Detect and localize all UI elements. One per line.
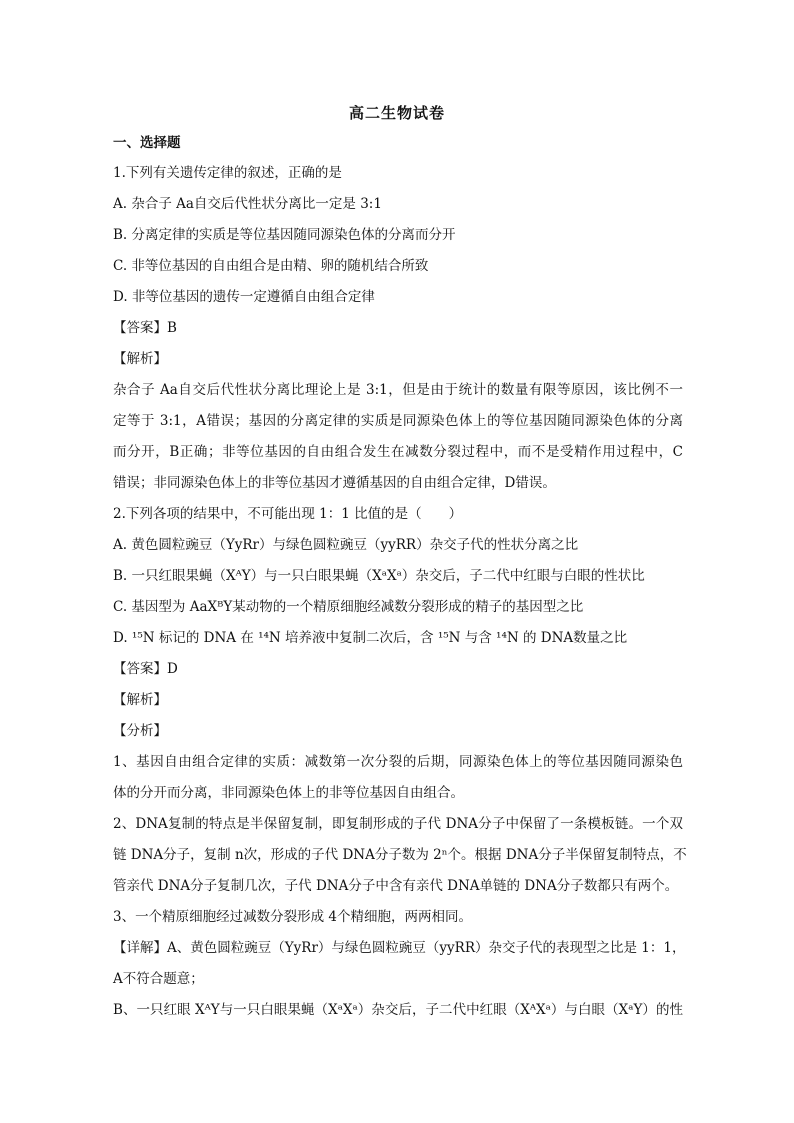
q2-fenxi-line: 1、基因自由组合定律的实质：减数第一次分裂的后期，同源染色体上的等位基因随同源染色 — [113, 754, 683, 770]
q2-detail-line: 【详解】A、黄色圆粒豌豆（YyRr）与绿色圆粒豌豆（yyRR）杂交子代的表现型之比是 1：1， — [113, 940, 686, 956]
q1-analysis-line: 而分开，B正确；非等位基因的自由组合发生在减数分裂过程中，而不是受精作用过程中，C — [113, 444, 683, 460]
q2-fenxi-line: 管亲代 DNA分子复制几次，子代 DNA分子中含有亲代 DNA单链的 DNA分子数都只有两个。 — [113, 878, 679, 894]
q2-fenxi-line: 2、DNA复制的特点是半保留复制，即复制形成的子代 DNA分子中保留了一条模板链。一个双 — [113, 816, 683, 832]
section-heading: 一、选择题 — [113, 135, 181, 151]
q2-detail-line: B、一只红眼 XᴬY与一只白眼果蝇（XᵃXᵃ）杂交后，子二代中红眼（XᴬXᵃ）与白眼（XᵃY）的性 — [113, 1002, 683, 1018]
q1-analysis-line: 定等于 3:1，A错误；基因的分离定律的实质是同源染色体上的等位基因随同源染色体的分离 — [113, 413, 683, 429]
q2-analysis-label: 【解析】 — [113, 692, 167, 708]
q2-option-b: B. 一只红眼果蝇（XᴬY）与一只白眼果蝇（XᵃXᵃ）杂交后，子二代中红眼与白眼的性状比 — [113, 568, 645, 584]
q2-answer: 【答案】D — [113, 661, 178, 677]
q1-analysis-line: 错误；非同源染色体上的非等位基因才遵循基因的自由组合定律，D错误。 — [113, 475, 556, 491]
q2-option-c: C. 基因型为 AaXᴮY某动物的一个精原细胞经减数分裂形成的精子的基因型之比 — [113, 599, 584, 615]
q2-fenxi-line: 3、一个精原细胞经过减数分裂形成 4个精细胞，两两相同。 — [113, 909, 472, 925]
q1-stem: 1.下列有关遗传定律的叙述，正确的是 — [113, 165, 342, 181]
q1-option-c: C. 非等位基因的自由组合是由精、卵的随机结合所致 — [113, 258, 429, 274]
q1-option-d: D. 非等位基因的遗传一定遵循自由组合定律 — [113, 289, 375, 305]
q1-analysis-line: 杂合子 Aa自交后代性状分离比理论上是 3:1，但是由于统计的数量有限等原因，该比例不一 — [113, 382, 683, 398]
q1-analysis-label: 【解析】 — [113, 351, 167, 367]
q1-answer: 【答案】B — [113, 320, 177, 336]
q2-stem: 2.下列各项的结果中，不可能出现 1：1 比值的是（ ） — [113, 506, 463, 522]
page-title: 高二生物试卷 — [348, 104, 445, 122]
q1-option-a: A. 杂合子 Aa自交后代性状分离比一定是 3:1 — [113, 196, 382, 212]
q2-fenxi-line: 体的分开而分离，非同源染色体上的非等位基因自由组合。 — [113, 785, 464, 801]
q1-option-b: B. 分离定律的实质是等位基因随同源染色体的分离而分开 — [113, 227, 456, 243]
q2-fenxi-label: 【分析】 — [113, 723, 167, 739]
q2-option-d: D. ¹⁵N 标记的 DNA 在 ¹⁴N 培养液中复制二次后，含 ¹⁵N 与含 ¹⁴N 的 DNA数量之比 — [113, 630, 628, 646]
q2-detail-line: A不符合题意； — [113, 971, 204, 987]
q2-option-a: A. 黄色圆粒豌豆（YyRr）与绿色圆粒豌豆（yyRR）杂交子代的性状分离之比 — [113, 537, 579, 553]
q2-fenxi-line: 链 DNA分子，复制 n次，形成的子代 DNA分子数为 2ⁿ个。根据 DNA分子半保留复制特点，不 — [113, 847, 687, 863]
